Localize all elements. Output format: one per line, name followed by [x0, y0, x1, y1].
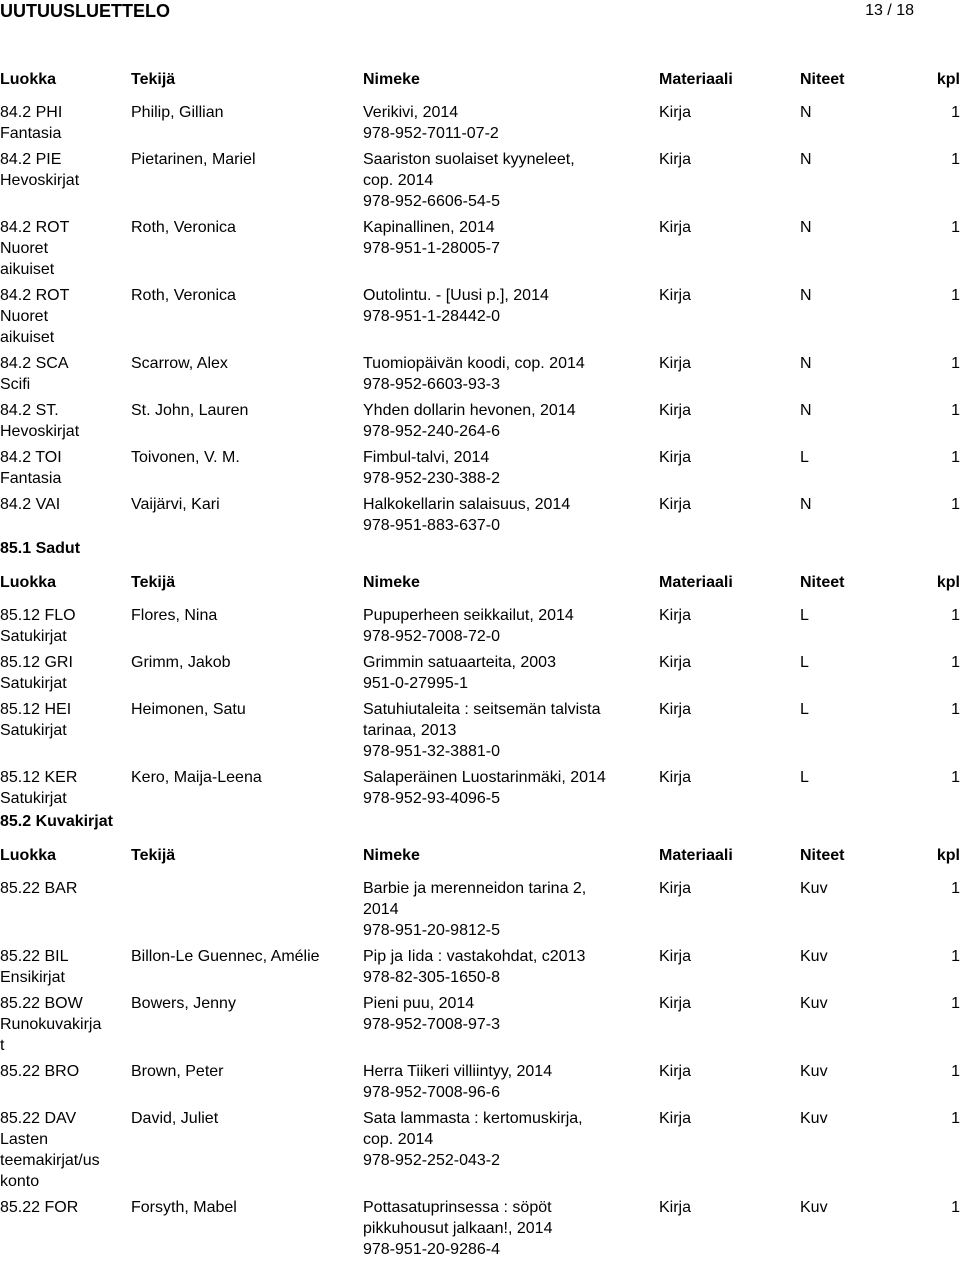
nimeke-cell	[363, 1197, 643, 1260]
nimeke-line: cop. 2014	[363, 1131, 434, 1148]
nimeke-cell	[363, 353, 643, 395]
nimeke-line: tarinaa, 2013	[363, 722, 457, 739]
luokka-line: Scifi	[0, 376, 31, 393]
luokka-line: 84.2 ROT	[0, 219, 70, 236]
materiaali-cell: Kirja	[659, 287, 692, 304]
luokka-line: Fantasia	[0, 125, 62, 142]
nimeke-line: 2014	[363, 901, 399, 918]
luokka-line: Nuoret	[0, 240, 49, 257]
materiaali-cell: Kirja	[659, 880, 692, 897]
materiaali-cell: Kirja	[659, 496, 692, 513]
luokka-cell	[0, 993, 118, 1056]
nimeke-line: Herra Tiikeri villiintyy, 2014	[363, 1063, 553, 1080]
niteet-cell: L	[800, 654, 809, 671]
nimeke-cell	[363, 605, 643, 647]
luokka-cell	[0, 652, 118, 694]
luokka-cell	[0, 285, 118, 348]
table-row	[0, 652, 960, 694]
niteet-cell: Kuv	[800, 1199, 828, 1216]
nimeke-line: cop. 2014	[363, 172, 434, 189]
nimeke-line: Pottasatuprinsessa : söpöt	[363, 1199, 552, 1216]
materiaali-cell: Kirja	[659, 1063, 692, 1080]
niteet-cell: Kuv	[800, 1063, 828, 1080]
table-row	[0, 878, 960, 941]
nimeke-cell	[363, 1108, 643, 1171]
col-header-luokka: Luokka	[0, 847, 57, 864]
table-row	[0, 993, 960, 1056]
materiaali-cell: Kirja	[659, 607, 692, 624]
col-header-niteet: Niteet	[800, 574, 845, 591]
kpl-cell: 1	[951, 287, 960, 304]
kpl-cell: 1	[951, 402, 960, 419]
tekija-cell: Roth, Veronica	[131, 287, 236, 304]
nimeke-line: Barbie ja merenneidon tarina 2,	[363, 880, 587, 897]
table-row	[0, 1108, 960, 1192]
table-row	[0, 217, 960, 280]
table-row	[0, 447, 960, 489]
materiaali-cell: Kirja	[659, 219, 692, 236]
nimeke-line: 978-951-1-28005-7	[363, 240, 500, 257]
kpl-cell: 1	[951, 104, 960, 121]
nimeke-line: Halkokellarin salaisuus, 2014	[363, 496, 571, 513]
materiaali-cell: Kirja	[659, 151, 692, 168]
niteet-cell: N	[800, 402, 812, 419]
luokka-line: Lasten	[0, 1131, 49, 1148]
col-header-tekija: Tekijä	[131, 574, 176, 591]
col-header-nimeke: Nimeke	[363, 71, 420, 88]
col-header-tekija: Tekijä	[131, 847, 176, 864]
col-header-kpl: kpl	[936, 71, 960, 88]
table-row	[0, 494, 960, 536]
table-row	[0, 946, 960, 988]
niteet-cell: N	[800, 104, 812, 121]
luokka-cell	[0, 605, 118, 647]
kpl-cell: 1	[951, 948, 960, 965]
nimeke-line: 978-951-1-28442-0	[363, 308, 500, 325]
niteet-cell: Kuv	[800, 995, 828, 1012]
nimeke-line: 978-952-6606-54-5	[363, 193, 500, 210]
tekija-cell: Forsyth, Mabel	[131, 1199, 237, 1216]
kpl-cell: 1	[951, 1199, 960, 1216]
kpl-cell: 1	[951, 355, 960, 372]
luokka-cell	[0, 353, 118, 395]
materiaali-cell: Kirja	[659, 995, 692, 1012]
nimeke-line: Yhden dollarin hevonen, 2014	[363, 402, 576, 419]
nimeke-line: Pip ja Iida : vastakohdat, c2013	[363, 948, 586, 965]
table-row	[0, 285, 960, 348]
nimeke-line: Pupuperheen seikkailut, 2014	[363, 607, 574, 624]
nimeke-cell	[363, 993, 643, 1035]
nimeke-line: Sata lammasta : kertomuskirja,	[363, 1110, 583, 1127]
niteet-cell: L	[800, 769, 809, 786]
tekija-cell: Kero, Maija-Leena	[131, 769, 262, 786]
nimeke-cell	[363, 447, 643, 489]
tekija-cell: Toivonen, V. M.	[131, 449, 240, 466]
nimeke-line: 978-952-7011-07-2	[363, 125, 499, 142]
luokka-line: 84.2 VAI	[0, 496, 61, 513]
luokka-line: 85.12 KER	[0, 769, 78, 786]
nimeke-line: Pieni puu, 2014	[363, 995, 475, 1012]
luokka-cell	[0, 878, 118, 899]
tekija-cell: Brown, Peter	[131, 1063, 224, 1080]
luokka-line: Satukirjat	[0, 675, 67, 692]
luokka-line: 85.22 BOW	[0, 995, 83, 1012]
tekija-cell: Philip, Gillian	[131, 104, 224, 121]
luokka-line: Satukirjat	[0, 628, 67, 645]
nimeke-cell	[363, 1061, 643, 1103]
luokka-cell	[0, 217, 118, 280]
tekija-cell: Pietarinen, Mariel	[131, 151, 256, 168]
luokka-line: Fantasia	[0, 470, 62, 487]
luokka-line: 85.22 BIL	[0, 948, 69, 965]
table-row	[0, 605, 960, 647]
table-header	[0, 846, 960, 866]
kpl-cell: 1	[951, 1063, 960, 1080]
materiaali-cell: Kirja	[659, 402, 692, 419]
luokka-line: 84.2 ST.	[0, 402, 59, 419]
luokka-line: 85.12 HEI	[0, 701, 72, 718]
niteet-cell: Kuv	[800, 948, 828, 965]
col-header-nimeke: Nimeke	[363, 574, 420, 591]
col-header-tekija: Tekijä	[131, 71, 176, 88]
kpl-cell: 1	[951, 151, 960, 168]
luokka-line: Ensikirjat	[0, 969, 65, 986]
luokka-cell	[0, 400, 118, 442]
kpl-cell: 1	[951, 607, 960, 624]
luokka-cell	[0, 1197, 118, 1218]
nimeke-line: 978-82-305-1650-8	[363, 969, 500, 986]
table-row	[0, 767, 960, 809]
col-header-niteet: Niteet	[800, 847, 845, 864]
nimeke-cell	[363, 494, 643, 536]
nimeke-line: pikkuhousut jalkaan!, 2014	[363, 1220, 553, 1237]
tekija-cell: Vaijärvi, Kari	[131, 496, 220, 513]
materiaali-cell: Kirja	[659, 654, 692, 671]
nimeke-cell	[363, 217, 643, 259]
luokka-line: 84.2 PIE	[0, 151, 62, 168]
nimeke-line: 978-952-252-043-2	[363, 1152, 500, 1169]
niteet-cell: L	[800, 449, 809, 466]
luokka-cell	[0, 149, 118, 191]
kpl-cell: 1	[951, 449, 960, 466]
materiaali-cell: Kirja	[659, 948, 692, 965]
nimeke-cell	[363, 652, 643, 694]
luokka-cell	[0, 946, 118, 988]
nimeke-line: Outolintu. - [Uusi p.], 2014	[363, 287, 549, 304]
tekija-cell: St. John, Lauren	[131, 402, 249, 419]
luokka-line: t	[0, 1037, 5, 1054]
tekija-cell: David, Juliet	[131, 1110, 219, 1127]
materiaali-cell: Kirja	[659, 104, 692, 121]
nimeke-cell	[363, 149, 643, 212]
niteet-cell: Kuv	[800, 1110, 828, 1127]
luokka-line: 84.2 ROT	[0, 287, 70, 304]
tekija-cell: Billon-Le Guennec, Amélie	[131, 948, 320, 965]
table-row	[0, 1197, 960, 1260]
luokka-line: aikuiset	[0, 261, 55, 278]
luokka-line: 85.22 FOR	[0, 1199, 79, 1216]
luokka-line: Satukirjat	[0, 722, 67, 739]
luokka-line: Hevoskirjat	[0, 172, 80, 189]
kpl-cell: 1	[951, 496, 960, 513]
niteet-cell: N	[800, 355, 812, 372]
luokka-line: 85.22 DAV	[0, 1110, 77, 1127]
tekija-cell: Heimonen, Satu	[131, 701, 246, 718]
nimeke-line: 978-951-32-3881-0	[363, 743, 500, 760]
col-header-materiaali: Materiaali	[659, 574, 733, 591]
luokka-cell	[0, 494, 118, 515]
tekija-cell: Flores, Nina	[131, 607, 218, 624]
luokka-cell	[0, 699, 118, 741]
nimeke-line: 978-952-7008-96-6	[363, 1084, 500, 1101]
luokka-line: aikuiset	[0, 329, 55, 346]
kpl-cell: 1	[951, 880, 960, 897]
luokka-cell	[0, 447, 118, 489]
nimeke-line: 978-951-20-9286-4	[363, 1241, 500, 1258]
luokka-line: 84.2 SCA	[0, 355, 69, 372]
tekija-cell: Grimm, Jakob	[131, 654, 231, 671]
nimeke-line: Tuomiopäivän koodi, cop. 2014	[363, 355, 585, 372]
luokka-line: konto	[0, 1173, 40, 1190]
niteet-cell: N	[800, 219, 812, 236]
luokka-line: teemakirjat/us	[0, 1152, 100, 1169]
nimeke-cell	[363, 946, 643, 988]
luokka-line: 85.22 BRO	[0, 1063, 80, 1080]
luokka-line: 84.2 PHI	[0, 104, 63, 121]
nimeke-cell	[363, 285, 643, 327]
luokka-cell	[0, 1108, 118, 1192]
luokka-line: 85.12 GRI	[0, 654, 73, 671]
nimeke-cell	[363, 767, 643, 809]
kpl-cell: 1	[951, 769, 960, 786]
luokka-line: Hevoskirjat	[0, 423, 80, 440]
nimeke-line: 978-952-230-388-2	[363, 470, 500, 487]
nimeke-line: 978-952-240-264-6	[363, 423, 500, 440]
materiaali-cell: Kirja	[659, 449, 692, 466]
niteet-cell: N	[800, 496, 812, 513]
nimeke-line: Verikivi, 2014	[363, 104, 459, 121]
nimeke-cell	[363, 102, 643, 144]
table-row	[0, 699, 960, 762]
nimeke-line: Saariston suolaiset kyyneleet,	[363, 151, 575, 168]
kpl-cell: 1	[951, 219, 960, 236]
table-header	[0, 573, 960, 593]
niteet-cell: N	[800, 151, 812, 168]
luokka-line: 84.2 TOI	[0, 449, 62, 466]
col-header-nimeke: Nimeke	[363, 847, 420, 864]
niteet-cell: N	[800, 287, 812, 304]
section-title: 85.1 Sadut	[0, 540, 81, 557]
page-title: UUTUUSLUETTELO	[0, 1, 170, 21]
materiaali-cell: Kirja	[659, 769, 692, 786]
luokka-cell	[0, 1061, 118, 1082]
col-header-kpl: kpl	[936, 574, 960, 591]
niteet-cell: L	[800, 701, 809, 718]
section-title: 85.2 Kuvakirjat	[0, 813, 113, 830]
nimeke-line: 978-952-6603-93-3	[363, 376, 500, 393]
tekija-cell: Bowers, Jenny	[131, 995, 236, 1012]
nimeke-cell	[363, 699, 643, 762]
luokka-line: Runokuvakirja	[0, 1016, 102, 1033]
page-number: 13 / 18	[865, 2, 914, 19]
nimeke-cell	[363, 878, 643, 941]
nimeke-line: 978-951-20-9812-5	[363, 922, 500, 939]
catalog-content	[0, 70, 960, 1265]
table-row	[0, 102, 960, 144]
materiaali-cell: Kirja	[659, 355, 692, 372]
niteet-cell: Kuv	[800, 880, 828, 897]
niteet-cell: L	[800, 607, 809, 624]
luokka-line: Satukirjat	[0, 790, 67, 807]
col-header-kpl: kpl	[936, 847, 960, 864]
table-row	[0, 1061, 960, 1103]
luokka-line: 85.12 FLO	[0, 607, 76, 624]
nimeke-line: Kapinallinen, 2014	[363, 219, 495, 236]
nimeke-cell	[363, 400, 643, 442]
kpl-cell: 1	[951, 701, 960, 718]
nimeke-line: 951-0-27995-1	[363, 675, 468, 692]
kpl-cell: 1	[951, 995, 960, 1012]
nimeke-line: 978-951-883-637-0	[363, 517, 500, 534]
col-header-luokka: Luokka	[0, 71, 57, 88]
col-header-luokka: Luokka	[0, 574, 57, 591]
tekija-cell: Roth, Veronica	[131, 219, 236, 236]
materiaali-cell: Kirja	[659, 1110, 692, 1127]
materiaali-cell: Kirja	[659, 1199, 692, 1216]
table-header	[0, 70, 960, 90]
col-header-niteet: Niteet	[800, 71, 845, 88]
table-row	[0, 400, 960, 442]
col-header-materiaali: Materiaali	[659, 71, 733, 88]
kpl-cell: 1	[951, 1110, 960, 1127]
luokka-cell	[0, 767, 118, 809]
nimeke-line: Fimbul-talvi, 2014	[363, 449, 490, 466]
nimeke-line: Satuhiutaleita : seitsemän talvista	[363, 701, 601, 718]
luokka-cell	[0, 102, 118, 144]
col-header-materiaali: Materiaali	[659, 847, 733, 864]
luokka-line: 85.22 BAR	[0, 880, 78, 897]
luokka-line: Nuoret	[0, 308, 49, 325]
nimeke-line: 978-952-7008-72-0	[363, 628, 500, 645]
kpl-cell: 1	[951, 654, 960, 671]
nimeke-line: Grimmin satuaarteita, 2003	[363, 654, 556, 671]
nimeke-line: Salaperäinen Luostarinmäki, 2014	[363, 769, 606, 786]
nimeke-line: 978-952-7008-97-3	[363, 1016, 500, 1033]
nimeke-line: 978-952-93-4096-5	[363, 790, 500, 807]
tekija-cell: Scarrow, Alex	[131, 355, 228, 372]
table-row	[0, 353, 960, 395]
materiaali-cell: Kirja	[659, 701, 692, 718]
table-row	[0, 149, 960, 212]
